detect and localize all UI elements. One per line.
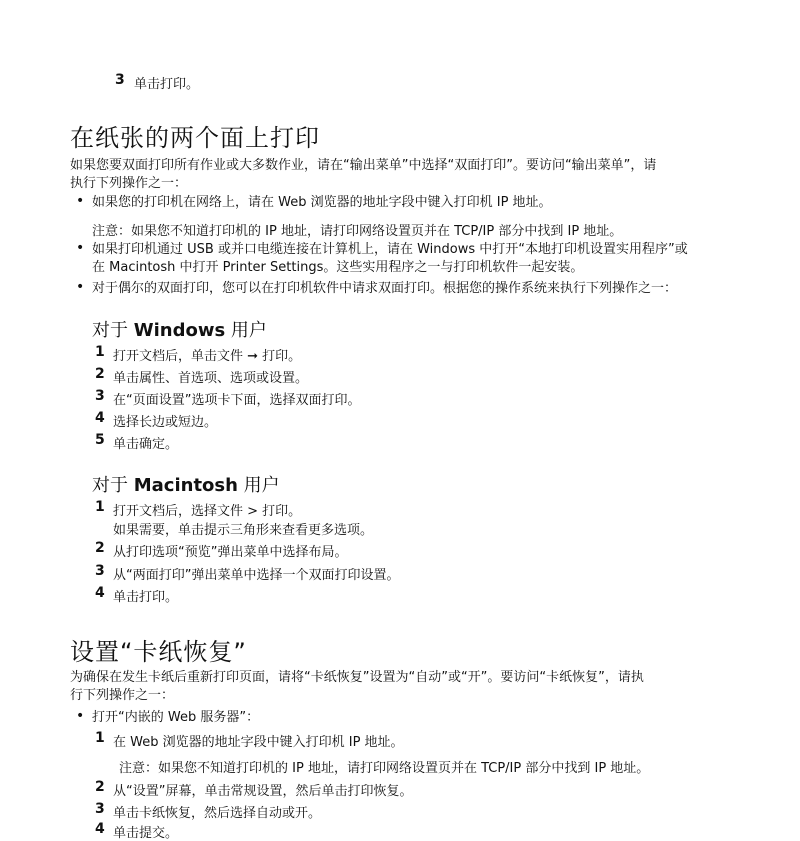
subsection-title-macintosh: 对于 Macintosh 用户	[92, 475, 280, 496]
step-number: 3	[95, 801, 105, 817]
intro-line: 如果您要双面打印所有作业或大多数作业，请在“输出菜单”中选择“双面打印”。要访问“输出菜单”，请	[70, 158, 657, 173]
step-text: 从打印选项“预览”弹出菜单中选择布局。	[113, 545, 348, 560]
step-text: 单击提交。	[113, 826, 179, 841]
intro-line: 为确保在发生卡纸后重新打印页面，请将“卡纸恢复”设置为“自动”或“开”。要访问“卡纸恢复”，请执	[70, 670, 644, 685]
step-number: 4	[95, 821, 105, 837]
step-text: 单击属性、首选项、选项或设置。	[113, 371, 309, 386]
step-text: 单击卡纸恢复，然后选择自动或开。	[113, 806, 322, 821]
step-number: 4	[95, 410, 105, 426]
step-text: 选择长边或短边。	[113, 415, 218, 430]
step-number: 2	[95, 540, 105, 556]
intro-line: 行下列操作之一：	[70, 688, 175, 703]
subsection-title-windows: 对于 Windows 用户	[92, 320, 267, 341]
step-number: 3	[115, 72, 125, 88]
bullet: •	[76, 240, 85, 256]
bullet-text: 在 Macintosh 中打开 Printer Settings。这些实用程序之一与打印机软件一起安装。	[92, 260, 584, 275]
step-text: 在 Web 浏览器的地址字段中键入打印机 IP 地址。	[113, 735, 404, 750]
step-number: 2	[95, 366, 105, 382]
bullet: •	[76, 279, 85, 295]
step-text: 打开文档后，选择文件 > 打印。	[113, 504, 302, 519]
bullet-text: 如果打印机通过 USB 或并口电缆连接在计算机上，请在 Windows 中打开“本地打印机设置实用程序”或	[92, 242, 688, 257]
step-number: 1	[95, 344, 105, 360]
step-text: 单击打印。	[113, 590, 179, 605]
step-subtext: 如果需要，单击提示三角形来查看更多选项。	[113, 523, 374, 538]
step-number: 3	[95, 563, 105, 579]
step-number: 1	[95, 730, 105, 746]
step-text: 打开文档后，单击文件 ➞ 打印。	[113, 349, 302, 364]
step-number: 4	[95, 585, 105, 601]
section-title-jam-recovery: 设置“卡纸恢复”	[70, 638, 247, 666]
step-text: 从“设置”屏幕，单击常规设置，然后单击打印恢复。	[113, 784, 413, 799]
step-text: 单击确定。	[113, 437, 179, 452]
step-number: 3	[95, 388, 105, 404]
step-text: 从“两面打印”弹出菜单中选择一个双面打印设置。	[113, 568, 400, 583]
bullet-text: 如果您的打印机在网络上，请在 Web 浏览器的地址字段中键入打印机 IP 地址。	[92, 195, 552, 210]
step-text: 单击打印。	[134, 77, 200, 92]
step-text: 在“页面设置”选项卡下面，选择双面打印。	[113, 393, 361, 408]
bullet-text: 对于偶尔的双面打印，您可以在打印机软件中请求双面打印。根据您的操作系统来执行下列操作之一：	[92, 281, 678, 296]
note: 注意：如果您不知道打印机的 IP 地址，请打印网络设置页并在 TCP/IP 部分中找到 IP 地址。	[119, 761, 650, 776]
section-title-duplex: 在纸张的两个面上打印	[70, 124, 320, 152]
note: 注意：如果您不知道打印机的 IP 地址，请打印网络设置页并在 TCP/IP 部分中找到 IP 地址。	[92, 224, 623, 239]
bullet: •	[76, 708, 85, 724]
bullet: •	[76, 193, 85, 209]
bullet-text: 打开“内嵌的 Web 服务器”：	[92, 710, 260, 725]
step-number: 5	[95, 432, 105, 448]
step-number: 2	[95, 779, 105, 795]
step-number: 1	[95, 499, 105, 515]
intro-line: 执行下列操作之一：	[70, 176, 188, 191]
